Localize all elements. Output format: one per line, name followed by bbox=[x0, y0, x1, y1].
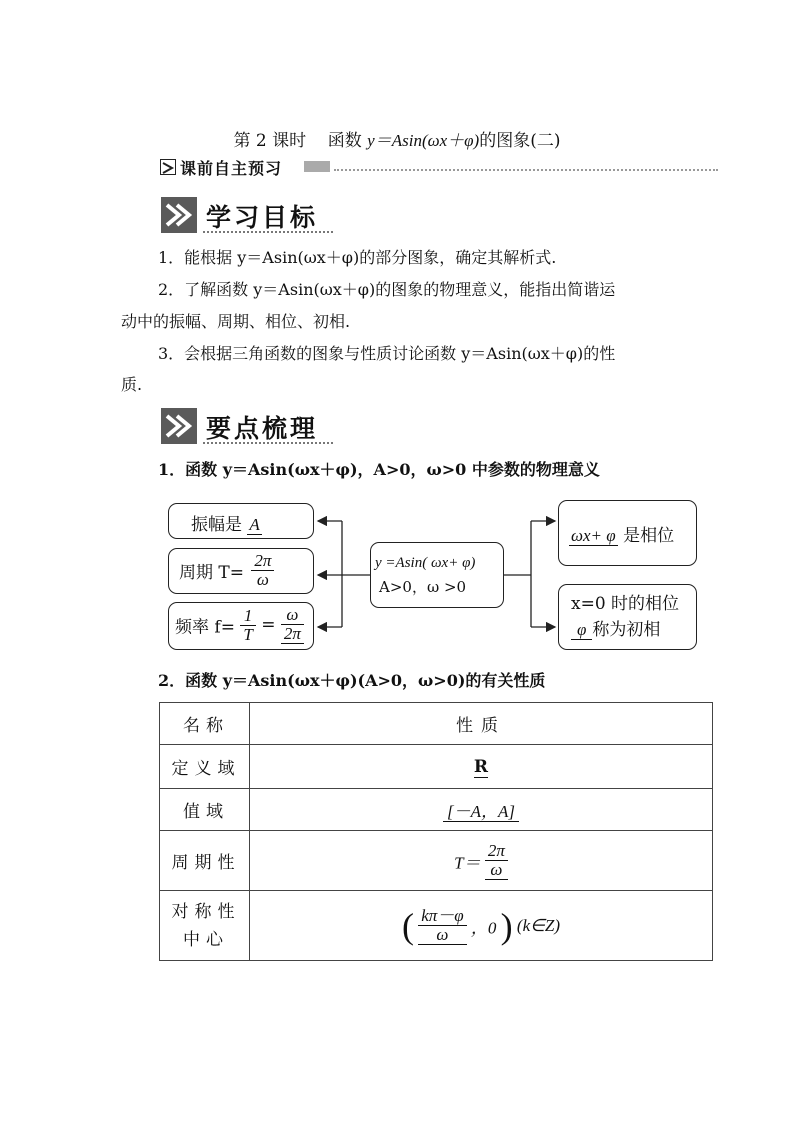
phase-box: ωx+ φ 是相位 bbox=[558, 500, 697, 566]
table-row: 值域 [－A，A] bbox=[160, 789, 713, 831]
table-row: 对称性 中心 ( $\frac{k\pi-\varphi}{\omega}$ ，0 ) (k∈Z) bbox=[160, 891, 713, 961]
frequency-box: 频率 f= $\frac{1}{T}$ = $\frac{\omega}{2\pi}$ bbox=[168, 602, 314, 650]
properties-table bbox=[159, 702, 713, 961]
objective-1: 1．能根据 y＝Asin(ωx＋φ)的部分图象，确定其解析式. bbox=[158, 248, 557, 267]
objective-2: 2．了解函数 y＝Asin(ωx＋φ)的图象的物理意义，能指出简谐运 bbox=[158, 280, 616, 299]
table-row: 定义域 R bbox=[160, 745, 713, 789]
initial-phase-box: x=0 时的相位 φ 称为初相 bbox=[558, 584, 697, 650]
period-box: 周期 T= $\frac{2\pi}{\omega}$ bbox=[168, 548, 314, 594]
center-formula-box: y =Asin( ωx+ φ) A>0，ω >0 bbox=[370, 542, 504, 608]
objective-3-cont: 质. bbox=[121, 375, 143, 394]
keypoint-2: 2．函数 y＝Asin(ωx＋φ)(A>0，ω>0)的有关性质 bbox=[158, 671, 546, 690]
keypoints-heading: 要点梳理 bbox=[161, 408, 341, 444]
table-row: 周期性 T＝ $\frac{2\pi}{\omega}$ bbox=[160, 831, 713, 891]
amplitude-box: 振幅是 A bbox=[168, 503, 314, 539]
table-header-row: 名称 性质 bbox=[160, 703, 713, 745]
page-title: 第 2 课时 函数 y＝Asin(ωx＋φ)的图象(二) bbox=[233, 131, 561, 151]
objectives-heading: 学习目标 bbox=[161, 197, 341, 233]
keypoint-1: 1．函数 y＝Asin(ωx＋φ)，A>0，ω>0 中参数的物理意义 bbox=[158, 460, 600, 479]
objective-2-cont: 动中的振幅、周期、相位、初相. bbox=[121, 312, 351, 331]
section-label: 课前自主预习 bbox=[180, 159, 283, 178]
objective-3: 3．会根据三角函数的图象与性质讨论函数 y＝Asin(ωx＋φ)的性 bbox=[158, 344, 616, 363]
